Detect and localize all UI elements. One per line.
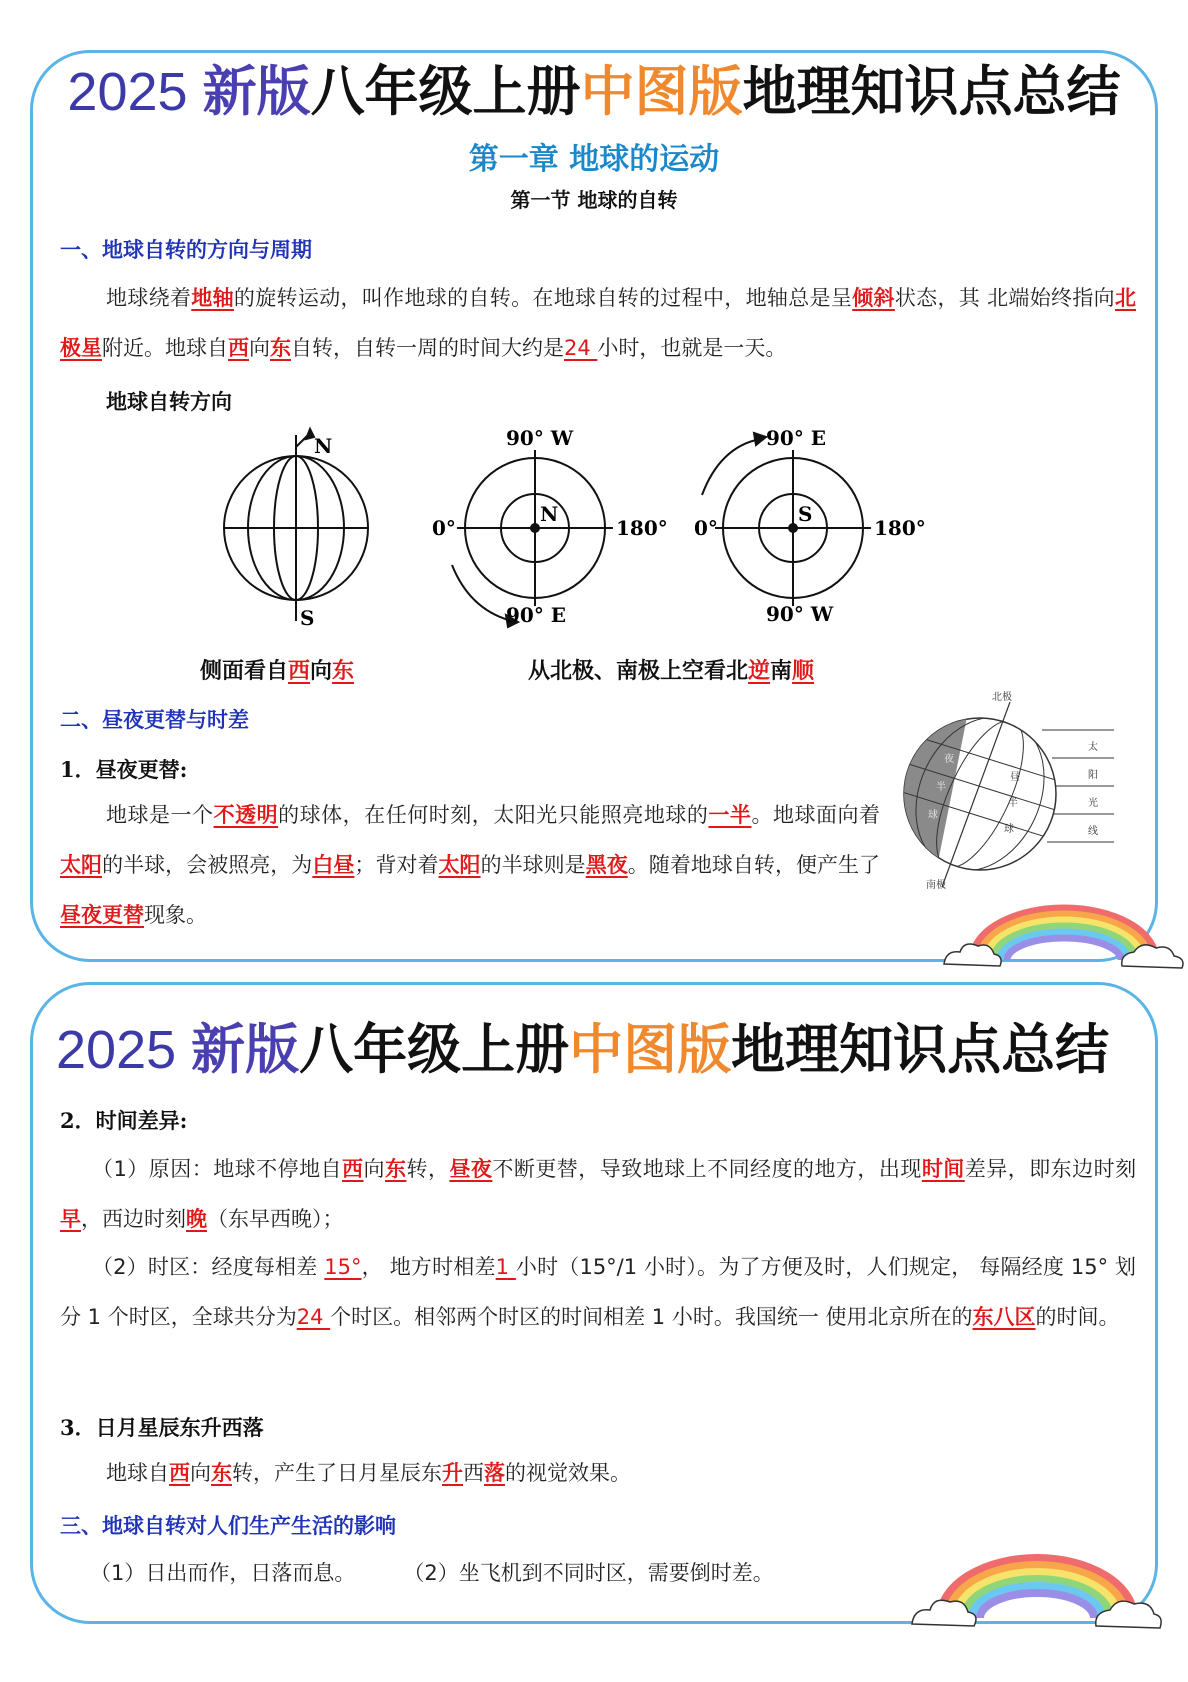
- label-90w-bottom: 90° W: [766, 602, 834, 626]
- caption-polar-view: 从北极、南极上空看北逆南顺: [528, 658, 815, 684]
- paragraph-rotation: 地球绕着地轴的旋转运动，叫作地球的自转。在地球自转的过程中，地轴总是呈倾斜状态，其 北端始终指向北极星附近。地球自西向东自转，自转一周的时间大约是24 小时，也就是一天。: [60, 286, 1136, 360]
- heading-day-night: 二、昼夜更替与时差: [60, 707, 249, 732]
- caption-side-view: 侧面看自西向东: [200, 658, 355, 684]
- heading-impact: 三、地球自转对人们生产生活的影响: [60, 1513, 396, 1538]
- north-polar-diagram: [452, 450, 613, 627]
- impact-item-2: （2）坐飞机到不同时区，需要倒时差。: [403, 1561, 774, 1585]
- north-pole-dot: [530, 523, 540, 533]
- page-title-2: 2025 新版八年级上册中图版地理知识点总结: [56, 1017, 1110, 1081]
- subheading-time-difference: 2．时间差异:: [60, 1108, 188, 1133]
- globe-day-char: 半: [1008, 798, 1018, 809]
- section-title: 第一节 地球的自转: [510, 188, 678, 212]
- diagram-heading: 地球自转方向: [106, 389, 232, 414]
- paragraph-time-zones: （2）时区：经度每相差 15°， 地方时相差1 小时（15°/1 小时）。为了方便及时，人们规定， 每隔经度 15° 划分 1 个时区，全球共分为24 个时区。相邻两个时区的时间相差 1 小时。我国统一 使用北京所在的东八区的时间。: [60, 1255, 1136, 1329]
- paragraph-time-cause: （1）原因：地球不停地自西向东转，昼夜不断更替，导致地球上不同经度的地方，出现时间差异，即东边时刻早，西边时刻晚（东早西晚）；: [60, 1157, 1137, 1231]
- globe-sun-char: 线: [1088, 826, 1098, 837]
- day-night-globe: [892, 692, 1126, 892]
- side-globe-diagram: [224, 429, 368, 621]
- page-title: 2025 新版八年级上册中图版地理知识点总结: [67, 59, 1121, 123]
- globe-night-char: 半: [936, 782, 946, 793]
- globe-sun-char: 光: [1088, 798, 1098, 809]
- label-0-north: 0°: [432, 516, 456, 540]
- globe-night-char: 球: [928, 810, 938, 821]
- label-n-side: N: [314, 434, 333, 458]
- label-90w-top: 90° W: [506, 426, 574, 450]
- rainbow-icon: [942, 898, 1186, 970]
- globe-label-south: 南极: [926, 880, 946, 891]
- south-polar-diagram: [702, 433, 871, 606]
- label-s-center: S: [798, 502, 813, 526]
- rotation-diagrams: [200, 425, 926, 635]
- label-180-north: 180°: [616, 516, 668, 540]
- rainbow-icon: [910, 1544, 1164, 1628]
- subheading-sun-moon: 3．日月星辰东升西落: [60, 1415, 264, 1440]
- paragraph-sun-moon: 地球自西向东转，产生了日月星辰东升西落的视觉效果。: [106, 1461, 631, 1485]
- label-s-side: S: [300, 606, 315, 630]
- label-180-south: 180°: [874, 516, 926, 540]
- label-0-south: 0°: [694, 516, 718, 540]
- globe-sun-char: 阳: [1088, 770, 1098, 781]
- globe-day-char: 球: [1004, 824, 1014, 835]
- label-90e-top: 90° E: [766, 426, 827, 450]
- south-pole-dot: [788, 523, 798, 533]
- paragraph-day-night: 地球是一个不透明的球体，在任何时刻，太阳光只能照亮地球的一半。地球面向着太阳的半球，会被照亮，为白昼；背对着太阳的半球则是黑夜。随着地球自转，便产生了昼夜更替现象。: [60, 803, 881, 927]
- globe-night-char: 夜: [944, 754, 954, 765]
- chapter-title: 第一章 地球的运动: [468, 142, 720, 177]
- globe-day-char: 昼: [1010, 772, 1020, 783]
- heading-rotation-direction: 一、地球自转的方向与周期: [60, 237, 312, 262]
- subheading-day-night: 1．昼夜更替:: [60, 757, 188, 782]
- globe-sun-char: 太: [1088, 742, 1098, 753]
- globe-label-north: 北极: [992, 692, 1012, 703]
- label-n-center: N: [540, 502, 559, 526]
- impact-item-1: （1）日出而作，日落而息。: [90, 1561, 356, 1585]
- label-90e-bottom: 90° E: [506, 603, 567, 627]
